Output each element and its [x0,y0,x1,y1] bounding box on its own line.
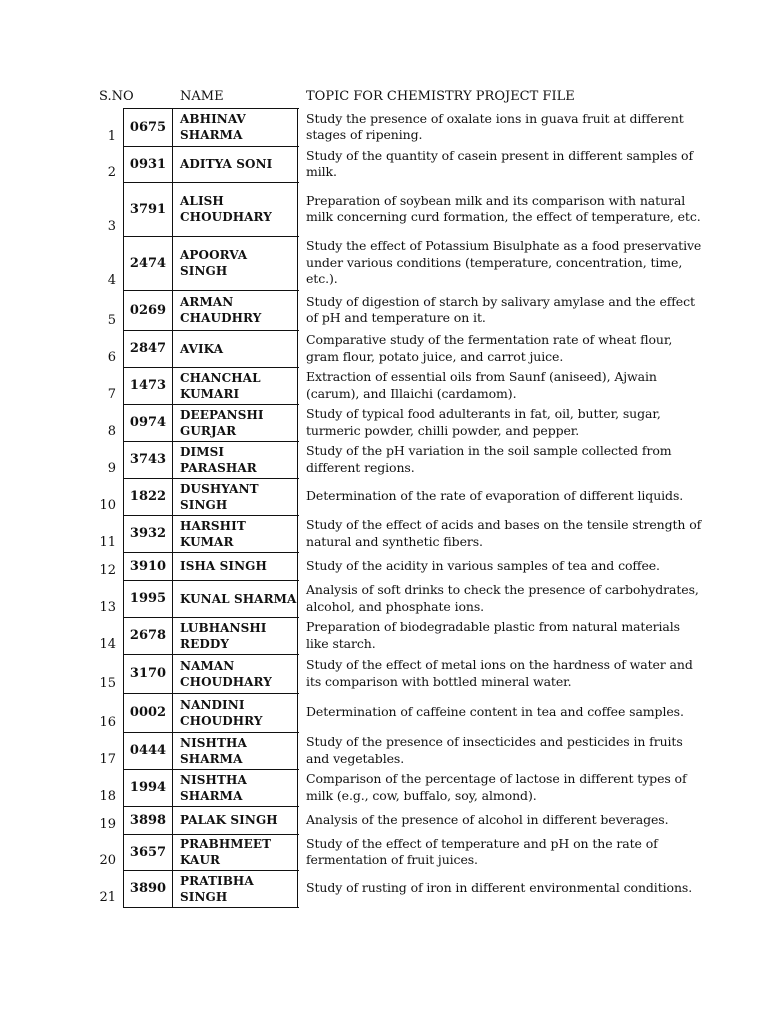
row-project-topic: Study of rusting of iron in different environmental conditions. [306,880,693,896]
table-row [0,693,768,732]
row-project-topic: Preparation of biodegradable plastic from natural materials like starch. [306,619,680,651]
row-divider [123,693,299,694]
row-project-topic: Comparison of the percentage of lactose in different types of milk (e.g., cow, buffalo, soy, almond). [306,771,687,803]
row-roll-number: 1995 [124,580,173,617]
row-divider [123,146,299,147]
row-sno: 20 [99,853,116,868]
row-sno: 6 [107,350,116,365]
row-divider [123,769,299,770]
row-project-topic: Determination of the rate of evaporation of different liquids. [306,488,684,504]
table-row [0,870,768,907]
row-project-topic: Study of typical food adulterants in fat, oil, butter, sugar, turmeric powder, chilli powder, and pepper. [306,406,661,438]
table-row [0,367,768,404]
row-divider [123,367,299,368]
row-project-topic: Analysis of soft drinks to check the presence of carbohydrates, alcohol, and phosphate ions. [306,582,699,614]
row-student-name: DIMSI PARASHAR [180,444,257,475]
row-divider [123,290,299,291]
row-divider [123,907,299,908]
table-row [0,834,768,870]
header-name: NAME [180,89,224,104]
row-student-name: NANDINI CHOUDHRY [180,697,263,728]
row-project-topic: Study of the quantity of casein present in different samples of milk. [306,147,693,179]
table-row [0,441,768,478]
row-roll-number: 1473 [124,367,173,404]
row-roll-number: 3890 [124,870,173,907]
row-project-topic: Preparation of soybean milk and its comparison with natural milk concerning curd formation, the effect of temperature, etc. [306,192,701,224]
row-student-name: ISHA SINGH [180,559,267,573]
table-row [0,108,768,146]
row-student-name: DUSHYANT SINGH [180,481,259,512]
row-sno: 1 [107,129,116,144]
row-student-name: KUNAL SHARMA [180,591,297,606]
row-roll-number: 3910 [124,552,173,580]
row-divider [123,552,299,553]
row-roll-number: 0444 [124,732,173,769]
row-student-name: ABHINAV SHARMA [180,112,246,142]
row-divider [123,182,299,183]
table-row [0,654,768,693]
row-sno: 21 [99,890,116,905]
row-roll-number: 0675 [124,108,173,146]
row-divider [123,580,299,581]
row-divider [123,617,299,618]
row-student-name: AVIKA [180,341,224,356]
row-roll-number: 3743 [124,441,173,478]
row-roll-number: 3657 [124,834,173,870]
row-student-name: DEEPANSHI GURJAR [180,407,264,438]
row-student-name: NISHTHA SHARMA [180,772,247,803]
row-student-name: CHANCHAL KUMARI [180,370,261,401]
row-roll-number: 3932 [124,515,173,552]
table-row [0,732,768,769]
row-project-topic: Determination of caffeine content in tea and coffee samples. [306,704,684,720]
row-divider [123,515,299,516]
row-roll-number: 1994 [124,769,173,806]
row-divider [123,806,299,807]
row-roll-number: 0002 [124,693,173,732]
header-sno: S.NO [99,89,134,104]
row-divider [123,870,299,871]
row-sno: 19 [99,817,116,832]
row-project-topic: Study of the effect of temperature and pH on the rate of fermentation of fruit juices. [306,835,658,867]
row-student-name: ADITYA SONI [180,157,273,171]
row-sno: 5 [107,313,116,328]
table-row [0,182,768,236]
row-student-name: PRABHMEET KAUR [180,837,272,867]
row-sno: 11 [99,535,116,550]
table-row [0,146,768,182]
row-divider [123,654,299,655]
row-sno: 12 [99,563,116,578]
row-project-topic: Extraction of essential oils from Saunf (aniseed), Ajwain (carum), and Illaichi (cardamom). [306,369,657,401]
table-row [0,552,768,580]
row-divider [123,108,299,109]
row-roll-number: 3791 [124,182,173,236]
row-project-topic: Study the presence of oxalate ions in guava fruit at different stages of ripening. [306,110,684,142]
row-project-topic: Study of the effect of metal ions on the hardness of water and its comparison with bottled mineral water. [306,657,693,689]
row-project-topic: Study of the acidity in various samples of tea and coffee. [306,557,660,573]
row-sno: 15 [99,676,116,691]
row-project-topic: Study of the effect of acids and bases on the tensile strength of natural and synthetic fibers. [306,517,702,549]
row-project-topic: Study of digestion of starch by salivary amylase and the effect of pH and temperature on it. [306,293,695,325]
row-sno: 17 [99,752,116,767]
row-roll-number: 2474 [124,236,173,290]
row-project-topic: Analysis of the presence of alcohol in different beverages. [306,811,669,827]
table-row [0,404,768,441]
row-student-name: PALAK SINGH [180,813,278,827]
row-student-name: NAMAN CHOUDHARY [180,658,272,689]
row-divider [123,236,299,237]
table-row [0,236,768,290]
row-sno: 13 [99,600,116,615]
table-row [0,806,768,834]
header-topic: TOPIC FOR CHEMISTRY PROJECT FILE [306,89,575,104]
row-roll-number: 0931 [124,146,173,182]
table-row [0,580,768,617]
row-sno: 14 [99,637,116,652]
table-row [0,330,768,367]
row-roll-number: 3898 [124,806,173,834]
row-student-name: ARMAN CHAUDHRY [180,295,262,325]
row-divider [123,732,299,733]
row-roll-number: 0974 [124,404,173,441]
table-row [0,769,768,806]
row-student-name: LUBHANSHI REDDY [180,620,267,651]
row-student-name: ALISH CHOUDHARY [180,194,272,224]
table-row [0,478,768,515]
row-roll-number: 0269 [124,290,173,330]
table-row [0,290,768,330]
row-student-name: PRATIBHA SINGH [180,873,254,904]
row-project-topic: Study of the presence of insecticides and pesticides in fruits and vegetables. [306,734,683,766]
row-sno: 9 [107,461,116,476]
row-roll-number: 2847 [124,330,173,367]
row-sno: 8 [107,424,116,439]
row-roll-number: 3170 [124,654,173,693]
row-student-name: APOORVA SINGH [180,248,248,278]
row-sno: 18 [99,789,116,804]
row-sno: 10 [99,498,116,513]
row-project-topic: Study of the pH variation in the soil sample collected from different regions. [306,443,672,475]
row-student-name: HARSHIT KUMAR [180,518,246,549]
row-divider [123,834,299,835]
row-sno: 2 [107,165,116,180]
row-sno: 4 [107,273,116,288]
row-divider [123,441,299,442]
table-row [0,515,768,552]
row-sno: 3 [107,219,116,234]
row-roll-number: 1822 [124,478,173,515]
row-student-name: NISHTHA SHARMA [180,735,247,766]
row-sno: 7 [107,387,116,402]
row-project-topic: Comparative study of the fermentation rate of wheat flour, gram flour, potato juice, and carrot juice. [306,332,673,364]
row-divider [123,478,299,479]
row-roll-number: 2678 [124,617,173,654]
row-sno: 16 [99,715,116,730]
row-divider [123,330,299,331]
row-project-topic: Study the effect of Potassium Bisulphate as a food preservative under various conditions (temperature, concentration, time, etc.). [306,238,702,287]
row-divider [123,404,299,405]
table-row [0,617,768,654]
